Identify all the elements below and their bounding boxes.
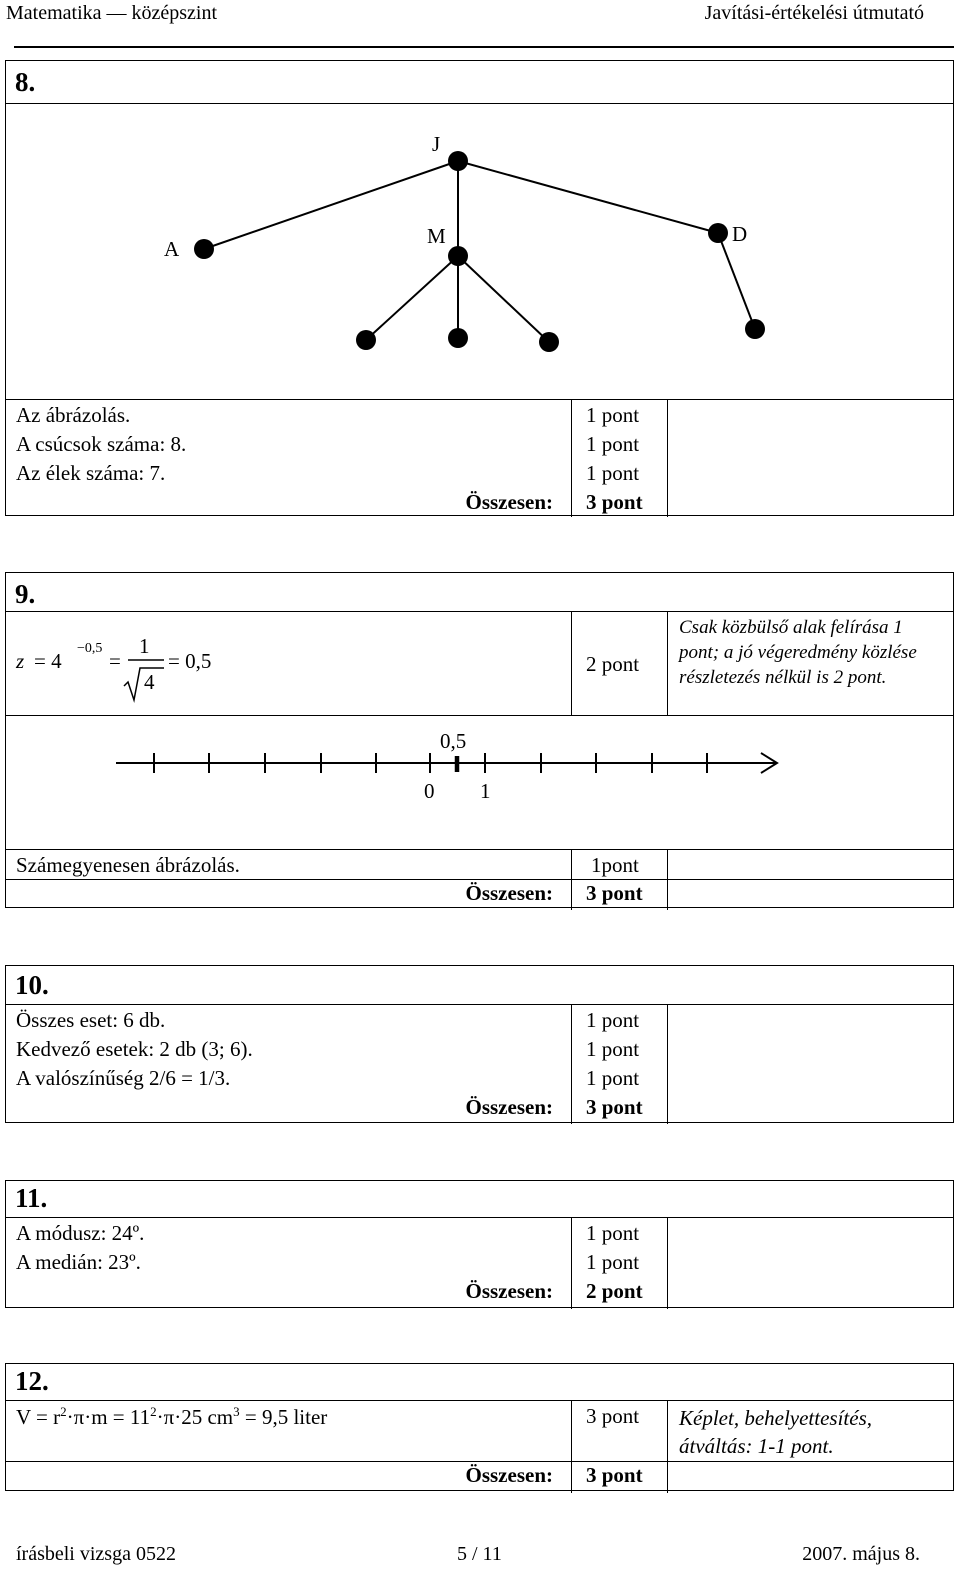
task-12-scoring [6,1400,953,1492]
task-8-scoring [6,399,953,517]
scoring-text: Kedvező esetek: 2 db (3; 6). [16,1037,253,1061]
scoring-points: 1pont [591,853,639,877]
task-number: 10. [15,970,49,1000]
task-number: 9. [15,579,36,609]
graph-vertex [708,223,728,243]
scoring-text: Az élek száma: 7. [16,461,166,485]
task-8-figure-row [6,103,953,399]
total-points: 3 pont [586,490,643,514]
scoring-text: A csúcsok száma: 8. [16,432,187,456]
total-label: Összesen: [465,881,553,905]
formula-points: 2 pont [586,652,640,676]
scoring-points: 1 pont [586,1250,640,1274]
marker-label: 0,5 [440,729,467,753]
task-10-table [5,965,954,1123]
total-points: 3 pont [586,1463,643,1487]
task-9-formula-row [6,611,953,715]
total-points: 3 pont [586,881,643,905]
scoring-points: 1 pont [586,432,640,456]
scoring-points: 1 pont [586,1066,640,1090]
task-9-scoring [6,849,953,909]
graph-edge [458,256,549,342]
task-11-scoring [6,1217,953,1309]
total-points: 2 pont [586,1279,643,1303]
fraction-denominator: 4 [144,670,155,694]
task-9-table [5,572,954,908]
graph-edge [204,161,458,249]
footer-right: 2007. május 8. [802,1543,920,1565]
vertex-label-a: A [164,237,180,261]
total-label: Összesen: [465,1095,553,1119]
volume-formula: $V = r^2\cdot\pi\cdot m = 11^2\cdot\pi\cdot 25$ $cm^3 = 9,5$ liter [16,1404,328,1429]
task-number: 8. [15,67,36,97]
scoring-text: Számegyenesen ábrázolás. [16,853,240,877]
footer-left: írásbeli vizsga 0522 [16,1543,176,1565]
formula-points: 3 pont [586,1404,640,1428]
task-11-table [5,1180,954,1308]
task-10-scoring [6,1004,953,1124]
graph-vertex [448,328,468,348]
total-points: 3 pont [586,1095,643,1119]
fraction-numerator: 1 [139,634,150,658]
formula-exponent: −0,5 [77,641,103,656]
scoring-note: Csak közbülső alak felírása 1 pont; a jó végeredmény közlése részletezés nélkül is 2 pont. [679,617,917,688]
task-number: 12. [15,1366,49,1396]
total-label: Összesen: [465,1463,553,1487]
scoring-points: 1 pont [586,461,640,485]
formula-part: = [109,649,121,673]
total-label: Összesen: [465,1279,553,1303]
graph-vertex [745,319,765,339]
header-rule [14,46,954,48]
task-number: 11. [15,1183,48,1213]
page-header [0,0,960,52]
vertex-label-j: J [432,132,441,156]
scoring-points: 1 pont [586,1037,640,1061]
graph-edge [718,233,755,329]
task-12-table [5,1363,954,1491]
scoring-text: A medián: 23º. [16,1250,141,1274]
graph-edge [458,161,718,233]
task-9-numberline-row [6,715,953,849]
scoring-points: 1 pont [586,403,640,427]
number-line [6,716,952,816]
scoring-text: A módusz: 24º. [16,1221,145,1245]
header-left: Matematika — középszint [6,2,218,24]
formula-variable: z [16,649,25,673]
footer-page: 5 / 11 [457,1543,502,1565]
graph-edge [366,256,458,340]
tree-graph [6,104,952,400]
scoring-points: 1 pont [586,1221,640,1245]
graph-vertex [356,330,376,350]
scoring-text: Az ábrázolás. [16,403,131,427]
graph-vertex [448,151,468,171]
graph-vertex [448,246,468,266]
scoring-text: Összes eset: 6 db. [16,1008,166,1032]
tick-label-one: 1 [480,779,491,803]
formula-part: = 4 [34,649,62,673]
graph-vertex [194,239,214,259]
scoring-text: A valószínűség 2/6 = 1/3. [16,1066,231,1090]
scoring-points: 1 pont [586,1008,640,1032]
vertex-label-m: M [427,224,446,248]
task-8-table [5,60,954,516]
tick-label-zero: 0 [424,779,435,803]
formula-part: = 0,5 [168,649,212,673]
vertex-label-d: D [732,222,748,246]
total-label: Összesen: [465,490,553,514]
scoring-note: Képlet, behelyettesítés, átváltás: 1-1 pont. [679,1406,873,1458]
graph-vertex [539,332,559,352]
header-right: Javítási-értékelési útmutató [704,2,924,24]
